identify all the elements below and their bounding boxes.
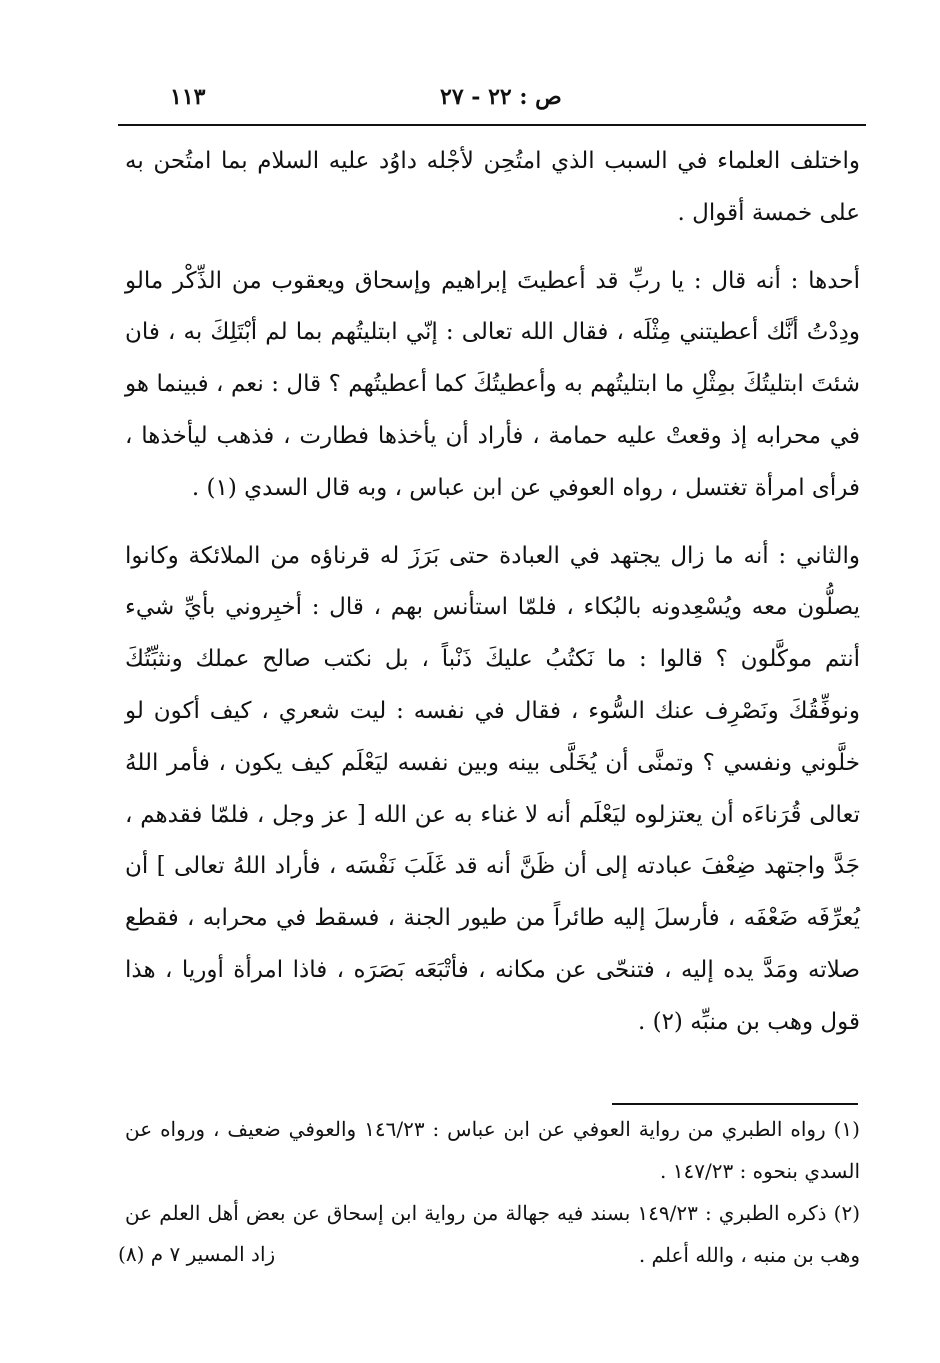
footnote-1: (١) رواه الطبري من رواية العوفي عن ابن عباس : ١٤٦/٢٣ والعوفي ضعيف ، ورواه عن السدي بنحوه : ١٤٧/٢٣ . <box>125 1117 860 1183</box>
paragraph-second-opinion: والثاني : أنه ما زال يجتهد في العبادة حتى بَرَزَ له قرناؤه من الملائكة وكانوا يصلُّون معه ويُسْعِدونه بالبُكاء ، فلمّا استأنس بهم ، قال : أخبِروني بأيِّ شيء أنتم موكَّلون ؟ قالوا : ما نَكتُبُ عليكَ ذَنْباً ، بل نكتب صالح عملك ونثبِّتُكَ ونوفِّقُكَ ونَصْرِف عنك السُّوء ، فقال في نفسه : ليت شعري ، كيف أكون لو خلَّوني ونفسي ؟ وتمنَّى أن يُخَلَّى بينه وبين نفسه ليَعْلَم كيف يكون ، فأمر اللهُ تعالى قُرَناءَه أن يعتزلوه ليَعْلَم أنه لا غناء به عن الله [ عز وجل ، فلمّا فقدهم ، جَدَّ واجتهد ضِعْفَ عبادته إلى أن ظَنَّ أنه قد غَلَبَ نَفْسَه ، فأراد اللهُ تعالى ] أن يُعرِّفَه ضَعْفَه ، فأرسلَ إليه طائراً من طيور الجنة ، فسقط في محرابه ، فقطع صلاته ومَدَّ يده إليه ، فتنحّى عن مكانه ، فأتْبَعَه بَصَرَه ، فاذا امرأة أوريا ، هذا قول وهب بن منبِّه (٢) . <box>125 542 860 1035</box>
signature-mark: زاد المسير ٧ م (٨) <box>118 1242 276 1266</box>
header-rule <box>118 124 866 126</box>
footnote-rule <box>612 1103 858 1105</box>
verse-reference: ص : ٢٢ - ٢٧ <box>440 84 562 110</box>
body-text <box>125 136 860 1049</box>
footnote-2: (٢) ذكره الطبري : ١٤٩/٢٣ بسند فيه جهالة من رواية ابن إسحاق عن بعض أهل العلم عن وهب بن منبه ، والله أعلم . <box>125 1201 860 1267</box>
paragraph-first-opinion: أحدها : أنه قال : يا ربِّ قد أعطيتَ إبراهيم وإسحاق ويعقوب من الذِّكْر مالو ودِدْتُ أنَّك أعطيتني مِثْلَه ، فقال الله تعالى : إنّي ابتليتُهم بما لم أبْتَلِكَ به ، فان شئتَ ابتليتُكَ بمِثْلِ ما ابتليتُهم به وأعطيتُكَ كما أعطيتُهم ؟ قال : نعم ، فبينما هو في محرابه إذ وقعتْ عليه حمامة ، فأراد أن يأخذها فطارت ، فذهب ليأخذها ، فرأى امرأة تغتسل ، رواه العوفي عن ابن عباس ، وبه قال السدي (١) . <box>125 267 860 501</box>
page-number: ١١٣ <box>170 84 206 110</box>
paragraph-intro: واختلف العلماء في السبب الذي امتُحِن لأجْله داوُد عليه السلام بما امتُحن به على خمسة أقوال . <box>125 148 860 226</box>
